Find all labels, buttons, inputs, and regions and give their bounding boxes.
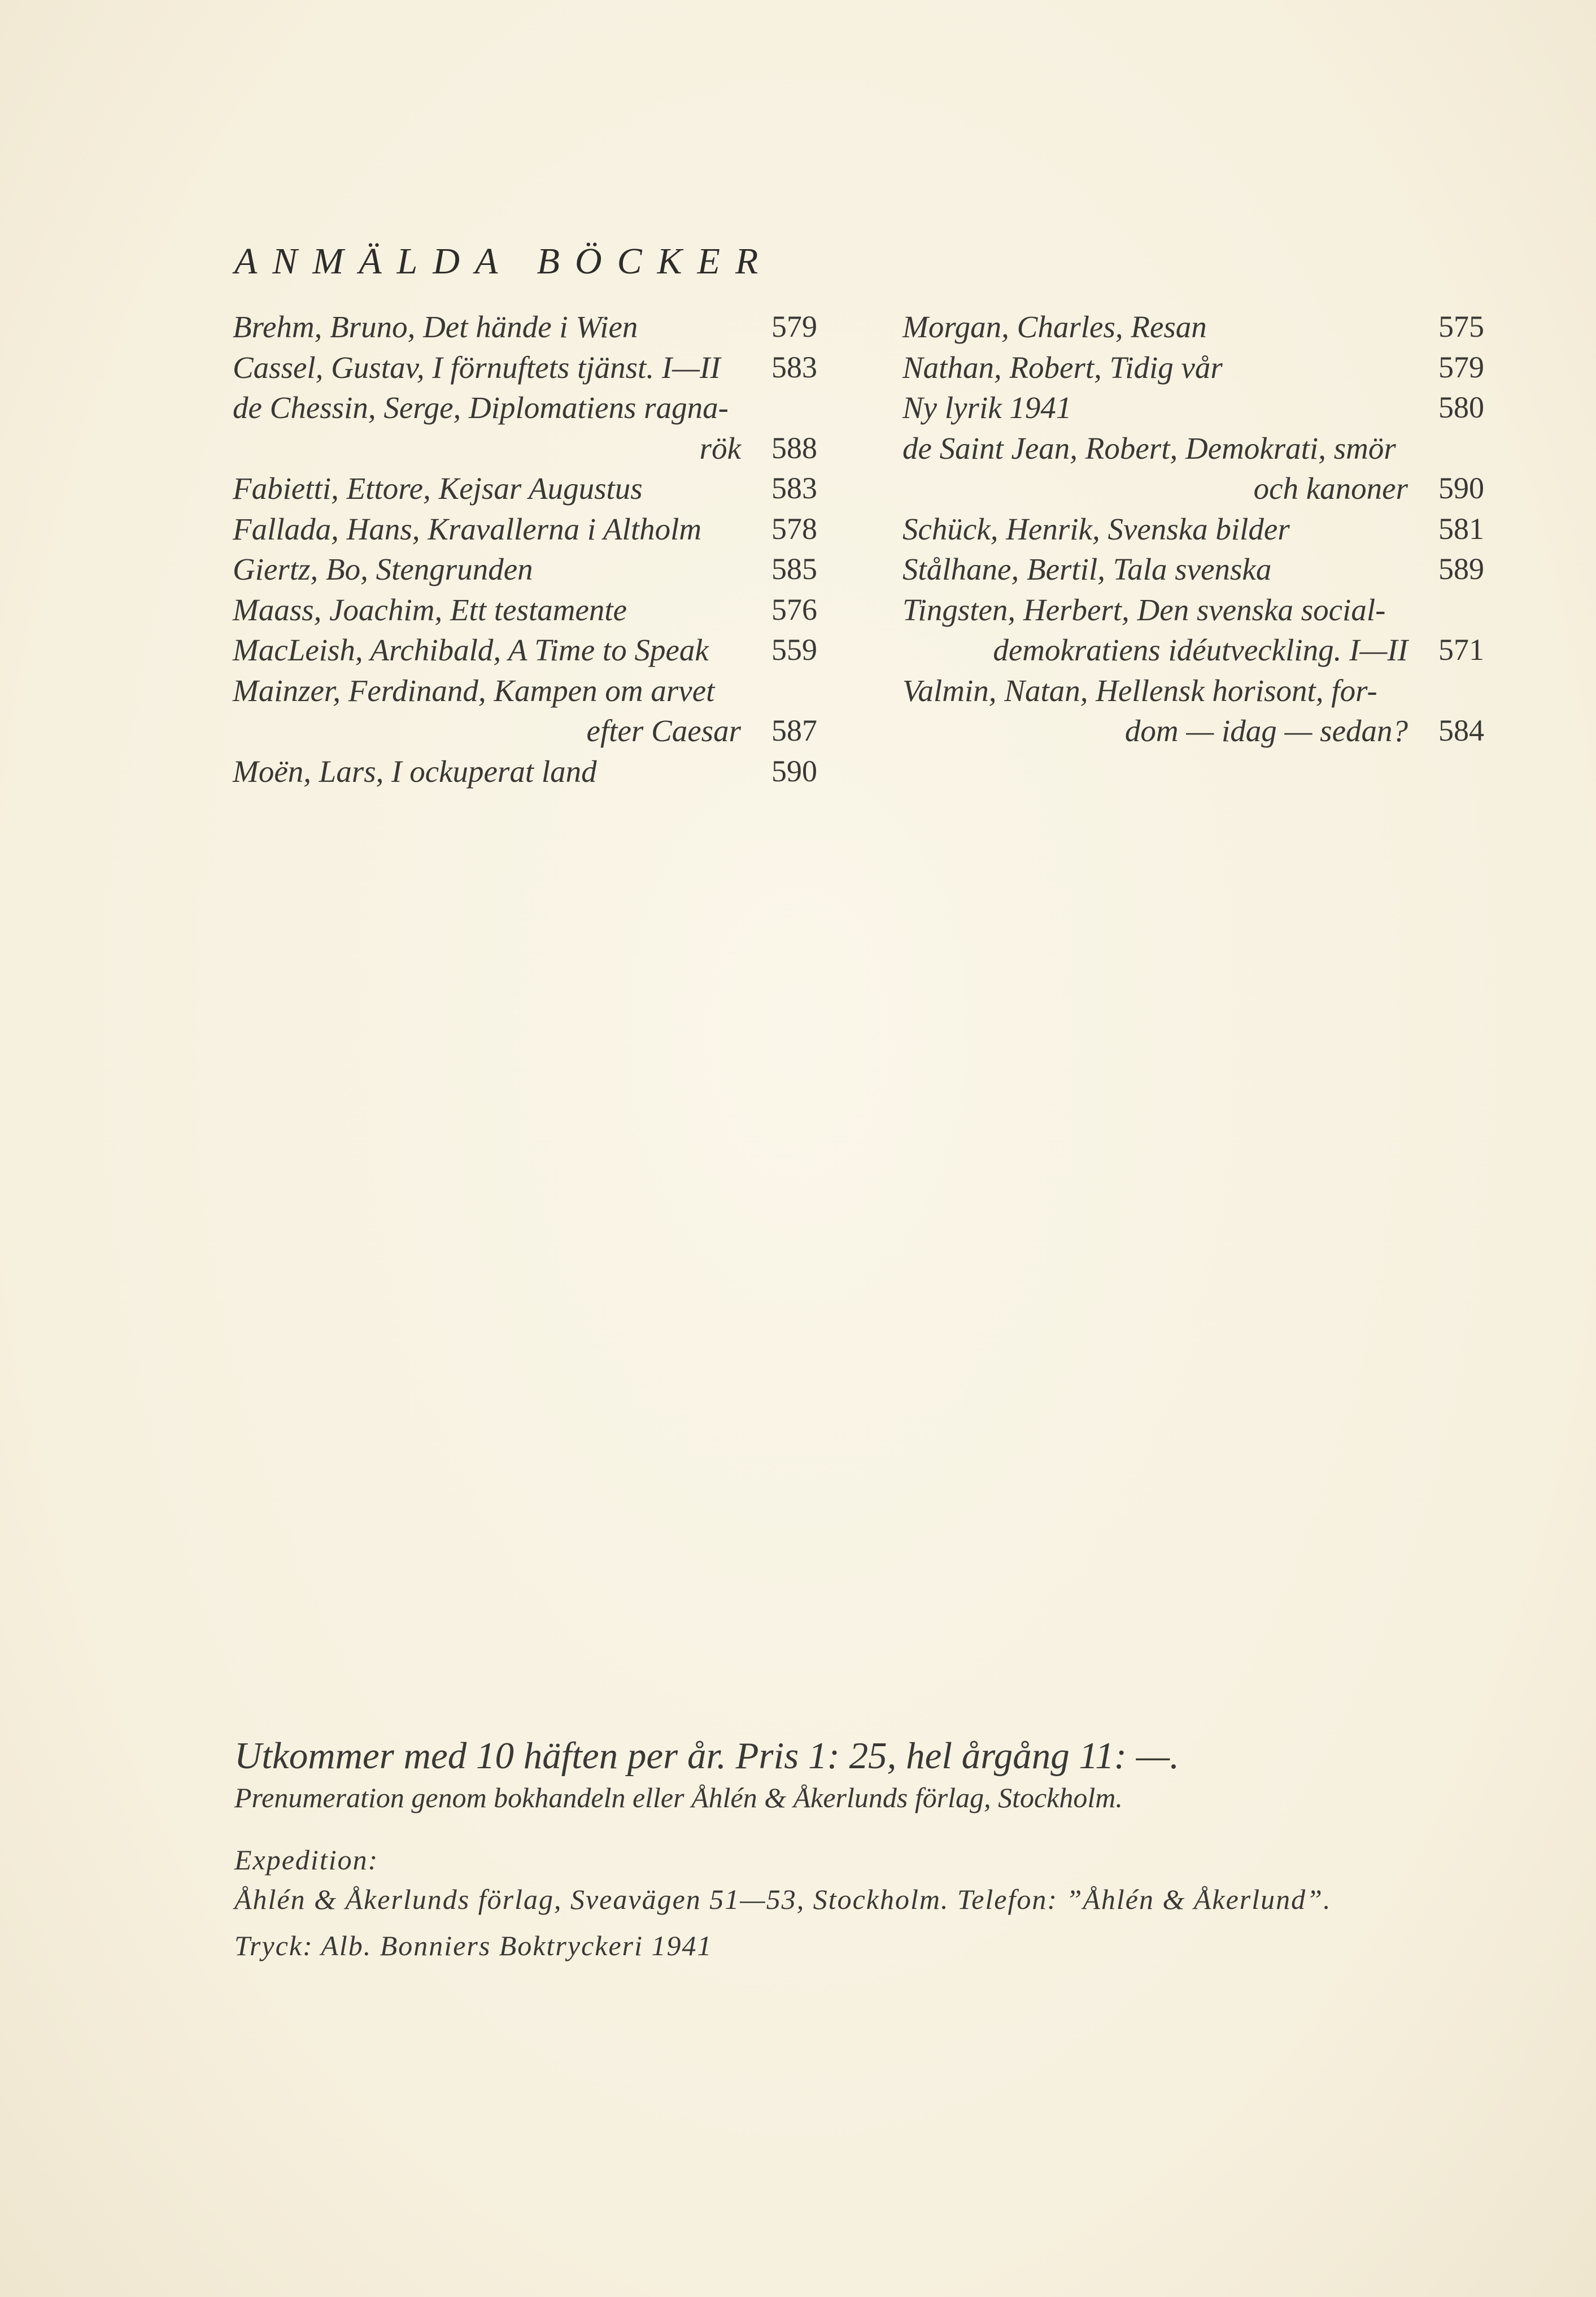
index-entry — [902, 590, 1484, 630]
page-number: 581 — [1438, 511, 1484, 546]
page-title: ANMÄLDA BÖCKER — [234, 241, 774, 282]
index-entry — [233, 509, 817, 550]
entry-text: Brehm, Bruno, Det hände i Wien — [233, 310, 638, 344]
index-entry — [902, 671, 1484, 711]
index-entry — [233, 307, 817, 347]
entry-text: Schück, Henrik, Svenska bilder — [902, 511, 1290, 546]
page-number: 590 — [1438, 471, 1484, 505]
publication-info — [234, 1733, 1533, 1966]
entry-text: efter Caesar — [586, 714, 741, 748]
index-entry — [902, 711, 1484, 751]
entry-text: de Saint Jean, Robert, Demokrati, smör — [902, 430, 1396, 466]
left-book-list — [233, 307, 817, 791]
right-book-list — [902, 307, 1484, 751]
index-entry — [902, 347, 1484, 388]
page-number: 583 — [771, 471, 817, 505]
page-number: 584 — [1438, 714, 1484, 747]
index-entry — [902, 428, 1484, 469]
entry-text: demokratiens idéutveckling. I—II — [993, 633, 1408, 667]
entry-text: Cassel, Gustav, I förnuftets tjänst. I—II — [233, 350, 721, 385]
entry-text: Moën, Lars, I ockuperat land — [233, 754, 597, 789]
index-entry — [233, 549, 817, 590]
page-number: 580 — [1438, 390, 1484, 424]
index-entry — [233, 590, 817, 630]
index-entry — [233, 751, 817, 792]
page-number: 571 — [1438, 633, 1484, 667]
index-entry — [902, 468, 1484, 509]
index-entry — [233, 388, 817, 428]
entry-text: Tingsten, Herbert, Den svenska social- — [902, 592, 1386, 627]
index-entry — [902, 388, 1484, 428]
index-entry — [233, 711, 817, 751]
page-number: 579 — [771, 310, 817, 343]
entry-text: Maass, Joachim, Ett testamente — [233, 592, 627, 627]
entry-text: dom — idag — sedan? — [1124, 714, 1408, 748]
index-entry — [233, 630, 817, 671]
entry-text: Valmin, Natan, Hellensk horisont, for- — [902, 673, 1377, 708]
index-entry — [233, 671, 817, 711]
index-entry — [902, 549, 1484, 590]
index-entry — [233, 428, 817, 469]
page-number: 559 — [771, 633, 817, 667]
entry-text: Mainzer, Ferdinand, Kampen om arvet — [233, 673, 715, 708]
entry-text: Fabietti, Ettore, Kejsar Augustus — [233, 471, 643, 506]
entry-text: Fallada, Hans, Kravallerna i Altholm — [233, 511, 702, 546]
page-number: 585 — [771, 552, 817, 586]
publication-frequency-price: Utkommer med 10 häften per år. Pris 1: 25, hel årgång 11: —. — [234, 1735, 1179, 1777]
page-number: 587 — [771, 714, 817, 747]
index-entry — [902, 630, 1484, 671]
index-entry — [902, 509, 1484, 550]
entry-text: rök — [699, 430, 741, 466]
index-entry — [233, 468, 817, 509]
index-entry — [233, 347, 817, 388]
page-number: 575 — [1438, 310, 1484, 343]
printer-info: Tryck: Alb. Bonniers Boktryckeri 1941 — [234, 1930, 713, 1961]
page-number: 589 — [1438, 552, 1484, 586]
page-number: 590 — [771, 754, 817, 788]
page-number: 583 — [771, 350, 817, 384]
entry-text: de Chessin, Serge, Diplomatiens ragna- — [233, 390, 729, 425]
entry-text: Stålhane, Bertil, Tala svenska — [902, 552, 1272, 586]
entry-text: Morgan, Charles, Resan — [902, 310, 1207, 344]
entry-text: och kanoner — [1253, 471, 1408, 506]
expedition-label: Expedition: — [234, 1844, 379, 1876]
entry-text: Nathan, Robert, Tidig vår — [902, 350, 1223, 385]
entry-text: Ny lyrik 1941 — [902, 390, 1072, 425]
page-number: 578 — [771, 511, 817, 546]
entry-text: Giertz, Bo, Stengrunden — [233, 552, 533, 586]
expedition-address: Åhlén & Åkerlunds förlag, Sveavägen 51—53, Stockholm. Telefon: ”Åhlén & Åkerlund”. — [234, 1883, 1332, 1915]
page-number: 588 — [771, 430, 817, 465]
index-entry — [902, 307, 1484, 347]
page-number: 579 — [1438, 350, 1484, 384]
entry-text: MacLeish, Archibald, A Time to Speak — [233, 633, 709, 667]
page-number: 576 — [771, 592, 817, 627]
subscription-info: Prenumeration genom bokhandeln eller Åhlén & Åkerlunds förlag, Stockholm. — [234, 1782, 1123, 1813]
